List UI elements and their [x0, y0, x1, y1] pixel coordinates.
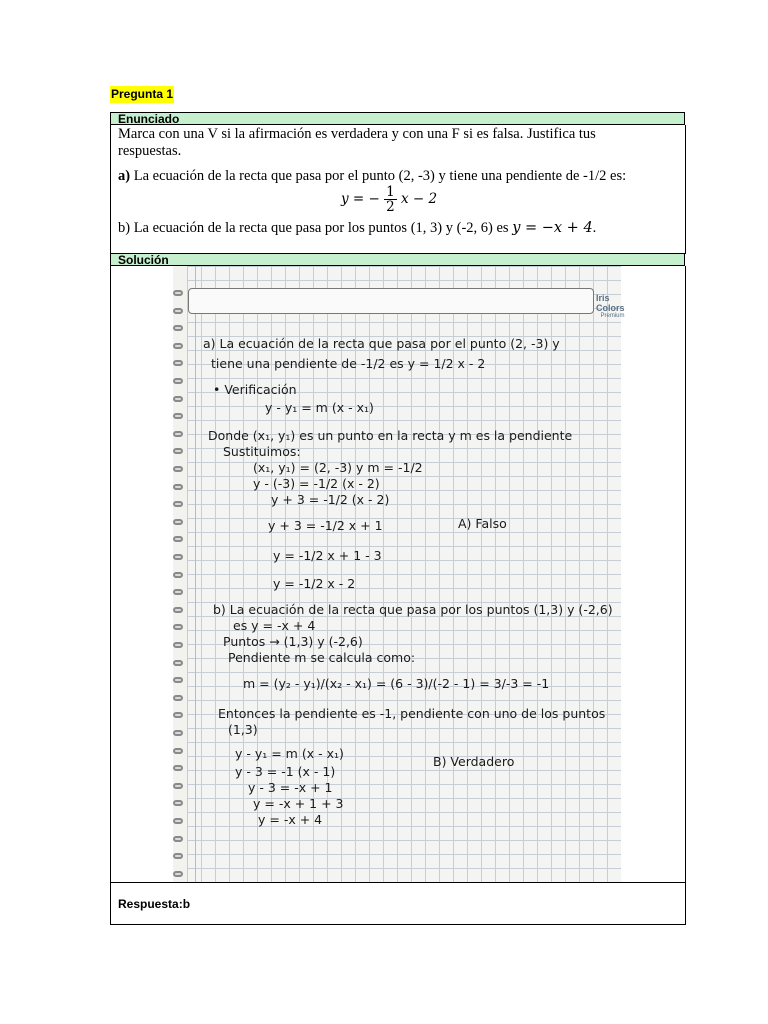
handwriting-line: es y = -x + 4 — [233, 618, 316, 633]
binding-ring — [173, 431, 183, 437]
binding-ring — [173, 800, 183, 806]
handwriting-line: m = (y₂ - y₁)/(x₂ - x₁) = (6 - 3)/(-2 - 1) = 3/-3 = -1 — [243, 676, 550, 691]
binding-ring — [173, 871, 183, 877]
binding-ring — [173, 325, 183, 331]
handwriting-line: y - 3 = -1 (x - 1) — [235, 764, 336, 779]
binding-ring — [173, 748, 183, 754]
handwriting-line: y - (-3) = -1/2 (x - 2) — [253, 476, 380, 491]
handwriting-line: Puntos → (1,3) y (-2,6) — [223, 634, 363, 649]
handwriting-line: Sustituimos: — [223, 444, 301, 459]
binding-ring — [173, 360, 183, 366]
question-label: Pregunta 1 — [111, 87, 174, 101]
item-a-equation — [341, 185, 437, 214]
item-a-eq-suffix: x − 2 — [401, 191, 438, 207]
binding-ring — [173, 836, 183, 842]
binding-ring — [173, 343, 183, 349]
item-b-equation: y = −x + 4 — [512, 220, 593, 236]
handwriting-line: Pendiente m se calcula como: — [228, 650, 416, 665]
binding-ring — [173, 396, 183, 402]
item-b-text — [118, 220, 678, 237]
item-a-statement: La ecuación de la recta que pasa por el punto (2, -3) y tiene una pendiente de -1/2 es: — [133, 168, 627, 184]
solution-box — [110, 266, 686, 883]
item-b-statement: b) La ecuación de la recta que pasa por los puntos (1, 3) y (-2, 6) es — [118, 220, 509, 236]
item-a-eq-num: 1 — [386, 184, 395, 200]
item-a-eq-den: 2 — [386, 199, 395, 215]
notebook-photo — [173, 266, 625, 883]
handwriting-line: y - 3 = -x + 1 — [248, 780, 333, 795]
handwriting-line: y = -1/2 x + 1 - 3 — [273, 548, 382, 563]
handwriting-line: (1,3) — [228, 722, 258, 737]
solution-header: Solución — [110, 253, 685, 266]
handwriting-line: Donde (x₁, y₁) es un punto en la recta y m es la pendiente — [208, 428, 573, 443]
binding-ring — [173, 660, 183, 666]
handwriting-line: y + 3 = -1/2 x + 1 — [268, 518, 383, 533]
margin-line — [195, 266, 196, 883]
handwriting-line: Entonces la pendiente es -1, pendiente con uno de los puntos — [218, 706, 606, 721]
handwriting-line: b) La ecuación de la recta que pasa por los puntos (1,3) y (-2,6) — [213, 602, 613, 617]
instructions-text: Marca con una V si la afirmación es verdadera y con una F si es falsa. Justifica tus respuestas. — [118, 126, 596, 159]
handwriting-line: tiene una pendiente de -1/2 es y = 1/2 x - 2 — [211, 356, 486, 371]
binding-ring — [173, 853, 183, 859]
handwriting-line: • Verificación — [213, 382, 297, 397]
spiral-binding — [173, 266, 187, 883]
handwriting-line: y = -x + 1 + 3 — [253, 796, 344, 811]
statement-header: Enunciado — [110, 112, 685, 125]
binding-ring — [173, 712, 183, 718]
binding-ring — [173, 677, 183, 683]
statement-box — [110, 125, 686, 254]
item-a-text — [118, 168, 678, 185]
handwriting-line: B) Verdadero — [433, 754, 515, 769]
brand-sub: Premium — [600, 313, 625, 319]
binding-ring — [173, 308, 183, 314]
binding-ring — [173, 695, 183, 701]
answer-text: Respuesta:b — [118, 897, 191, 911]
handwriting-line: y = -1/2 x - 2 — [273, 576, 356, 591]
binding-ring — [173, 501, 183, 507]
binding-ring — [173, 730, 183, 736]
handwriting-line: y - y₁ = m (x - x₁) — [265, 400, 374, 415]
handwriting-line: a) La ecuación de la recta que pasa por el punto (2, -3) y — [203, 336, 560, 351]
binding-ring — [173, 448, 183, 454]
brand-name: Iris Colors — [596, 293, 625, 313]
binding-ring — [173, 642, 183, 648]
item-a-eq-fraction — [384, 185, 397, 214]
binding-ring — [173, 290, 183, 296]
binding-ring — [173, 484, 183, 490]
handwriting-line: y = -x + 4 — [258, 812, 323, 827]
binding-ring — [173, 519, 183, 525]
binding-ring — [173, 378, 183, 384]
handwriting-line: y - y₁ = m (x - x₁) — [235, 746, 344, 761]
notebook-brand-logo — [596, 293, 625, 319]
binding-ring — [173, 572, 183, 578]
binding-ring — [173, 413, 183, 419]
item-a-label: a) — [118, 168, 131, 184]
handwriting-line: y + 3 = -1/2 (x - 2) — [271, 492, 390, 507]
item-a-eq-prefix: y = − — [341, 191, 380, 207]
binding-ring — [173, 783, 183, 789]
binding-ring — [173, 607, 183, 613]
item-b-end: . — [592, 220, 597, 236]
handwriting-line: A) Falso — [458, 516, 507, 531]
binding-ring — [173, 818, 183, 824]
binding-ring — [173, 554, 183, 560]
binding-ring — [173, 624, 183, 630]
binding-ring — [173, 765, 183, 771]
binding-ring — [173, 589, 183, 595]
answer-box — [110, 882, 686, 925]
notebook-title-strip — [188, 288, 594, 314]
binding-ring — [173, 536, 183, 542]
binding-ring — [173, 466, 183, 472]
handwriting-line: (x₁, y₁) = (2, -3) y m = -1/2 — [253, 460, 423, 475]
